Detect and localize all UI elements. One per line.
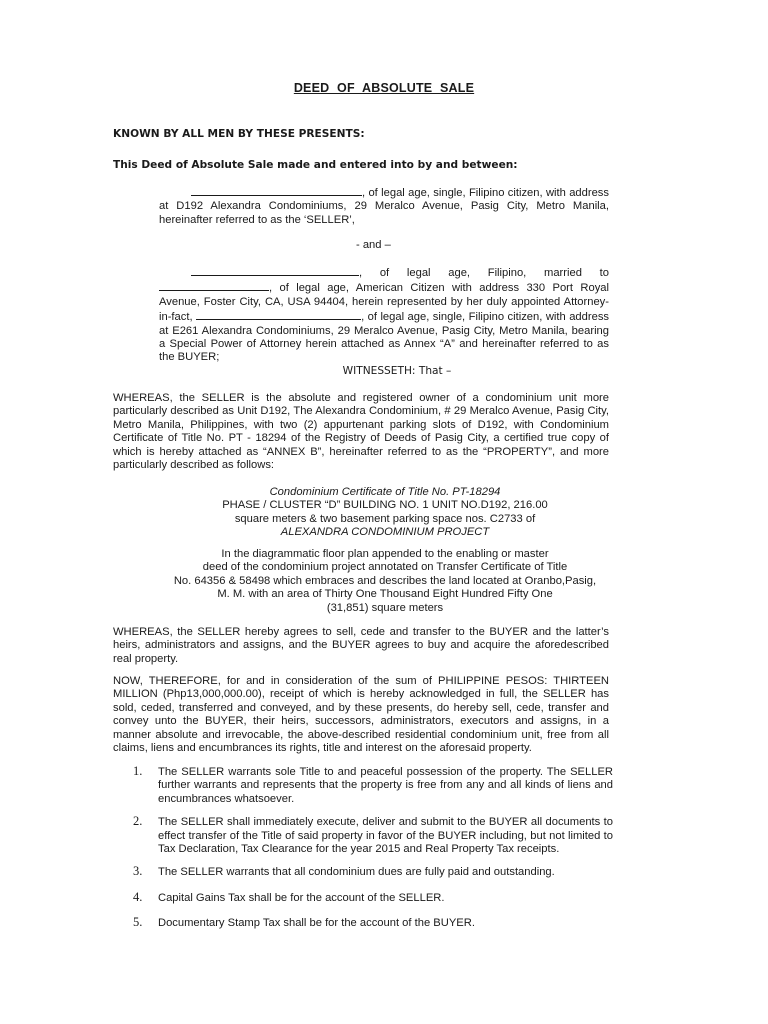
item-number: 1.	[133, 764, 143, 778]
item-text: The SELLER shall immediately execute, deliver and submit to the BUYER all documents to effect transfer of the Title of said property in favor of the BUYER including, but not limited to Tax Declaration, Tax Clearance for the year 2015 and Real Property Tax receipts.	[158, 816, 613, 856]
list-item	[133, 866, 613, 879]
document-title: DEED OF ABSOLUTE SALE	[293, 81, 475, 95]
seller-paragraph	[159, 185, 609, 227]
floor-line-2: deed of the condominium project annotated on Transfer Certificate of Title	[202, 561, 568, 574]
list-item	[133, 917, 613, 930]
attorney-name-blank	[196, 309, 361, 320]
terms-list	[133, 766, 613, 931]
floor-line-5: (31,851) square meters	[326, 601, 444, 614]
buyer-name-blank	[191, 265, 359, 276]
item-number: 4.	[133, 889, 143, 904]
spouse-name-blank	[159, 280, 269, 291]
whereas-agreement-paragraph: WHEREAS, the SELLER hereby agrees to sell, cede and transfer to the BUYER and the latter’s heirs, administrators and assigns, and the BUYER agrees to buy and acquire the aforedescribed real property.	[113, 626, 609, 665]
item-text: Capital Gains Tax shall be for the account of the SELLER.	[158, 891, 445, 904]
seller-text: , of legal age, single, Filipino citizen, with address at D192 Alexandra Condominiums, 29 Meralco Avenue, Pasig City, Metro Manila, hereinafter referred to as the ‘SELLER’,	[159, 187, 609, 226]
intro-line: This Deed of Absolute Sale made and entered into by and between:	[113, 159, 518, 171]
item-text: The SELLER warrants that all condominium dues are fully paid and outstanding.	[158, 866, 555, 879]
buyer-text-3: , of legal age, single, Filipino citizen, with address at E261 Alexandra Condominiums, 29 Meralco Avenue, Pasig City, Metro Manila, bearing a Special Power of Attorney herein attached as Annex “A” and hereinafter referred to as the BUYER;	[159, 311, 610, 364]
floor-line-4: M. M. with an area of Thirty One Thousand Eight Hundred Fifty One	[217, 588, 553, 601]
item-number: 2.	[133, 814, 143, 829]
list-item	[133, 766, 613, 806]
item-number: 5.	[133, 915, 143, 930]
item-text: The SELLER warrants sole Title to and peaceful possession of the property. The SELLER further warrants and represents that the property is free from any and all kinds of liens and encumbrances whatsoever.	[158, 766, 613, 805]
witnesseth-heading: WITNESSETH: That –	[342, 365, 452, 377]
seller-name-blank	[191, 185, 362, 196]
cct-line-3: square meters & two basement parking space nos. C2733 of	[234, 512, 536, 525]
cct-line-2: PHASE / CLUSTER “D” BUILDING NO. 1 UNIT NO.D192, 216.00	[222, 499, 548, 512]
cct-line-1: Condominium Certificate of Title No. PT-18294	[269, 486, 501, 498]
floor-plan-block	[160, 548, 610, 615]
floor-line-3: No. 64356 & 58498 which embraces and describes the land located at Oranbo,Pasig,	[173, 574, 597, 587]
and-separator: - and –	[356, 239, 391, 251]
list-item	[133, 889, 613, 905]
cct-block	[160, 486, 610, 540]
cct-line-4: ALEXANDRA CONDOMINIUM PROJECT	[280, 526, 490, 539]
item-text: Documentary Stamp Tax shall be for the account of the BUYER.	[158, 917, 475, 930]
consideration-paragraph: NOW, THEREFORE, for and in consideration of the sum of PHILIPPINE PESOS: THIRTEEN MILLION (Php13,000,000.00), receipt of which is hereby acknowledged in full, the SELLER has sold, ceded, transferred and conveyed, and by these presents, do hereby sell, cede, transfer and convey unto the BUYER, their heirs, successors, administrators, executors and assigns, in a manner absolute and irrevocable, the above-described residential condominium unit, free from all claims, liens and encumbrances its rights, title and interest on the aforesaid property.	[113, 675, 609, 755]
known-heading: KNOWN BY ALL MEN BY THESE PRESENTS:	[113, 128, 365, 140]
list-item	[133, 816, 613, 856]
buyer-text-2: , of legal age, American Citizen with address 330 Port Royal Avenue, Foster City, CA, USA 94404, herein represented by her duly appointed Attorney-in-fact,	[159, 282, 609, 324]
whereas-owner-paragraph: WHEREAS, the SELLER is the absolute and registered owner of a condominium unit more particularly described as Unit D192, The Alexandra Condominium, # 29 Meralco Avenue, Pasig City, Metro Manila, Philippines, with two (2) appurtenant parking slots of D192, with Condominium Certificate of Title No. PT - 18294 of the Registry of Deeds of Pasig City, a certified true copy of which is hereby attached as “ANNEX B”, hereinafter referred to as the “PROPERTY”, and more particularly described as follows:	[113, 392, 609, 472]
item-number: 3.	[133, 864, 143, 879]
buyer-paragraph	[159, 265, 609, 365]
floor-line-1: In the diagrammatic floor plan appended to the enabling or master	[221, 548, 549, 560]
buyer-text-1: , of legal age, Filipino, married to	[359, 267, 609, 279]
